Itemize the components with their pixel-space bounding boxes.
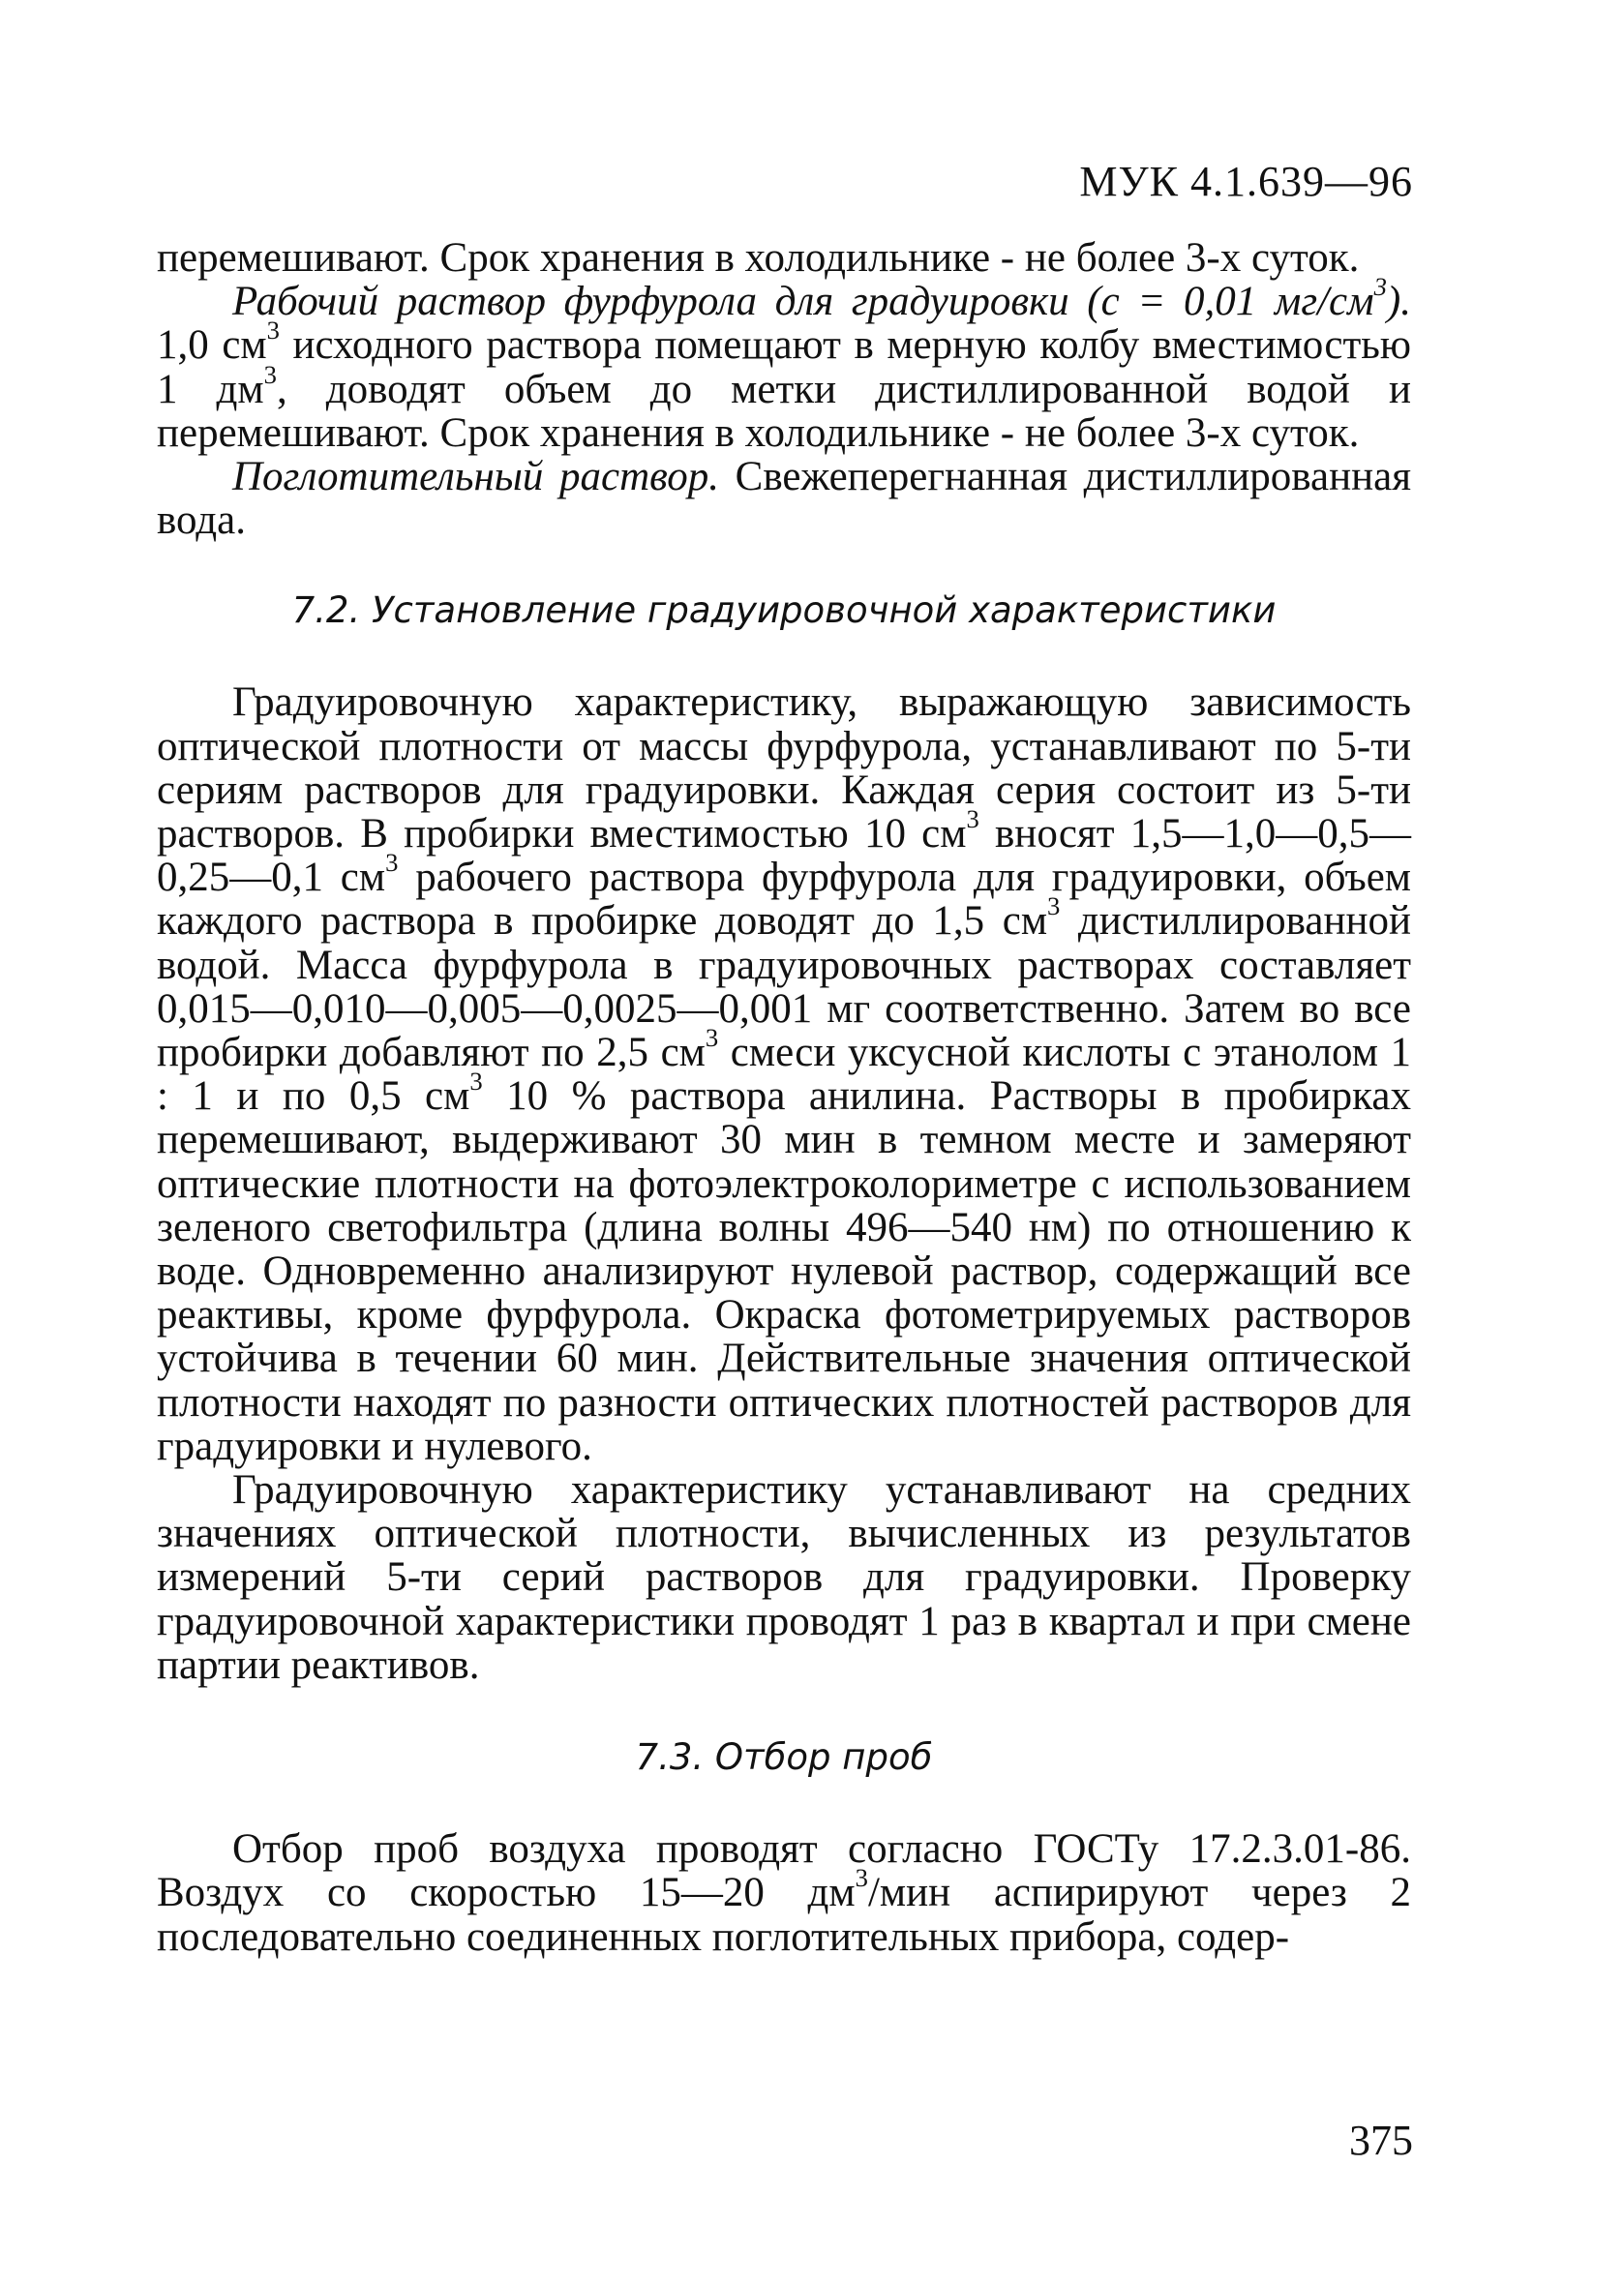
paragraph-calibration-method: Градуировочную характеристику, выражающую зависимость оптической плотности от массы фурфурола, устанавливают по 5-ти сериям растворов для градуировки. Каждая серия состоит из 5-ти растворов. В пробирки вместимостью 10 $см^3$ вносят 1,5—1,0—0,5—0,25—0,1 $см^3$ рабочего раствора фурфурола для градуировки, объем каждого раствора в пробирке доводят до 1,5 $см^3$ дистиллированной водой. Масса фурфурола в градуировочных растворах составляет 0,015—0,010—0,005—0,0025—0,001 мг соответственно. Затем во все пробирки добавляют по 2,5 $см^3$ смеси уксусной кислоты с этанолом 1 : 1 и по 0,5 $см^3$ 10 % раствора анилина. Растворы в пробирках перемешивают, выдерживают 30 мин в темном месте и замеряют оптические плотности на фотоэлектроколориметре с использованием зеленого светофильтра (длина волны 496—540 нм) по отношению к воде. Одновременно анализируют нулевой раствор, содержащий все реактивы, кроме фурфурола. Окраска фотометрируемых растворов устойчива в течении 60 мин. Действительные значения оптической плотности находят по разности оптических плотностей растворов для градуировки и нулевого. — [157, 679, 1412, 1469]
working-solution-label: Рабочий раствор фурфурола для градуировки (с = 0,01 $мг/см^3$). — [232, 272, 1411, 325]
paragraph-storage: перемешивают. Срок хранения в холодильнике - не более 3-х суток. — [157, 235, 1360, 281]
section-heading-7-3: 7.3. Отбор проб — [635, 1736, 933, 1779]
paragraph-sampling: Отбор проб воздуха проводят согласно ГОСТу 17.2.3.01-86. Воздух со скоростью 15—20 $дм^3$/мин аспирируют через 2 последовательно соединенных поглотительных прибора, содер- — [157, 1826, 1411, 1960]
document-code-header: МУК 4.1.639—96 — [1079, 158, 1413, 205]
paragraph-calibration-check: Градуировочную характеристику устанавливают на средних значениях оптической плотности, вычисленных из результатов измерений 5-ти серий растворов для градуировки. Проверку градуировочной характеристики проводят 1 раз в квартал и при смене партии реактивов. — [157, 1467, 1411, 1688]
paragraph-working-solution: Рабочий раствор фурфурола для градуировки (с = 0,01 $мг/см^3$). 1,0 $см^3$ исходного раствора помещают в мерную колбу вместимостью 1 $дм^3$, доводят объем до метки дистиллированной водой и перемешивают. Срок хранения в холодильнике - не более 3-х суток. — [157, 272, 1411, 456]
absorbing-solution-label: Поглотительный раствор. — [232, 454, 720, 500]
page-number: 375 — [1349, 2117, 1413, 2164]
paragraph-absorbing-solution: Поглотительный раствор. Свежеперегнанная дистиллированная вода. — [157, 454, 1412, 544]
page-body — [157, 236, 1411, 1959]
section-heading-7-2: 7.2. Установление градуировочной характеристики — [291, 589, 1277, 632]
